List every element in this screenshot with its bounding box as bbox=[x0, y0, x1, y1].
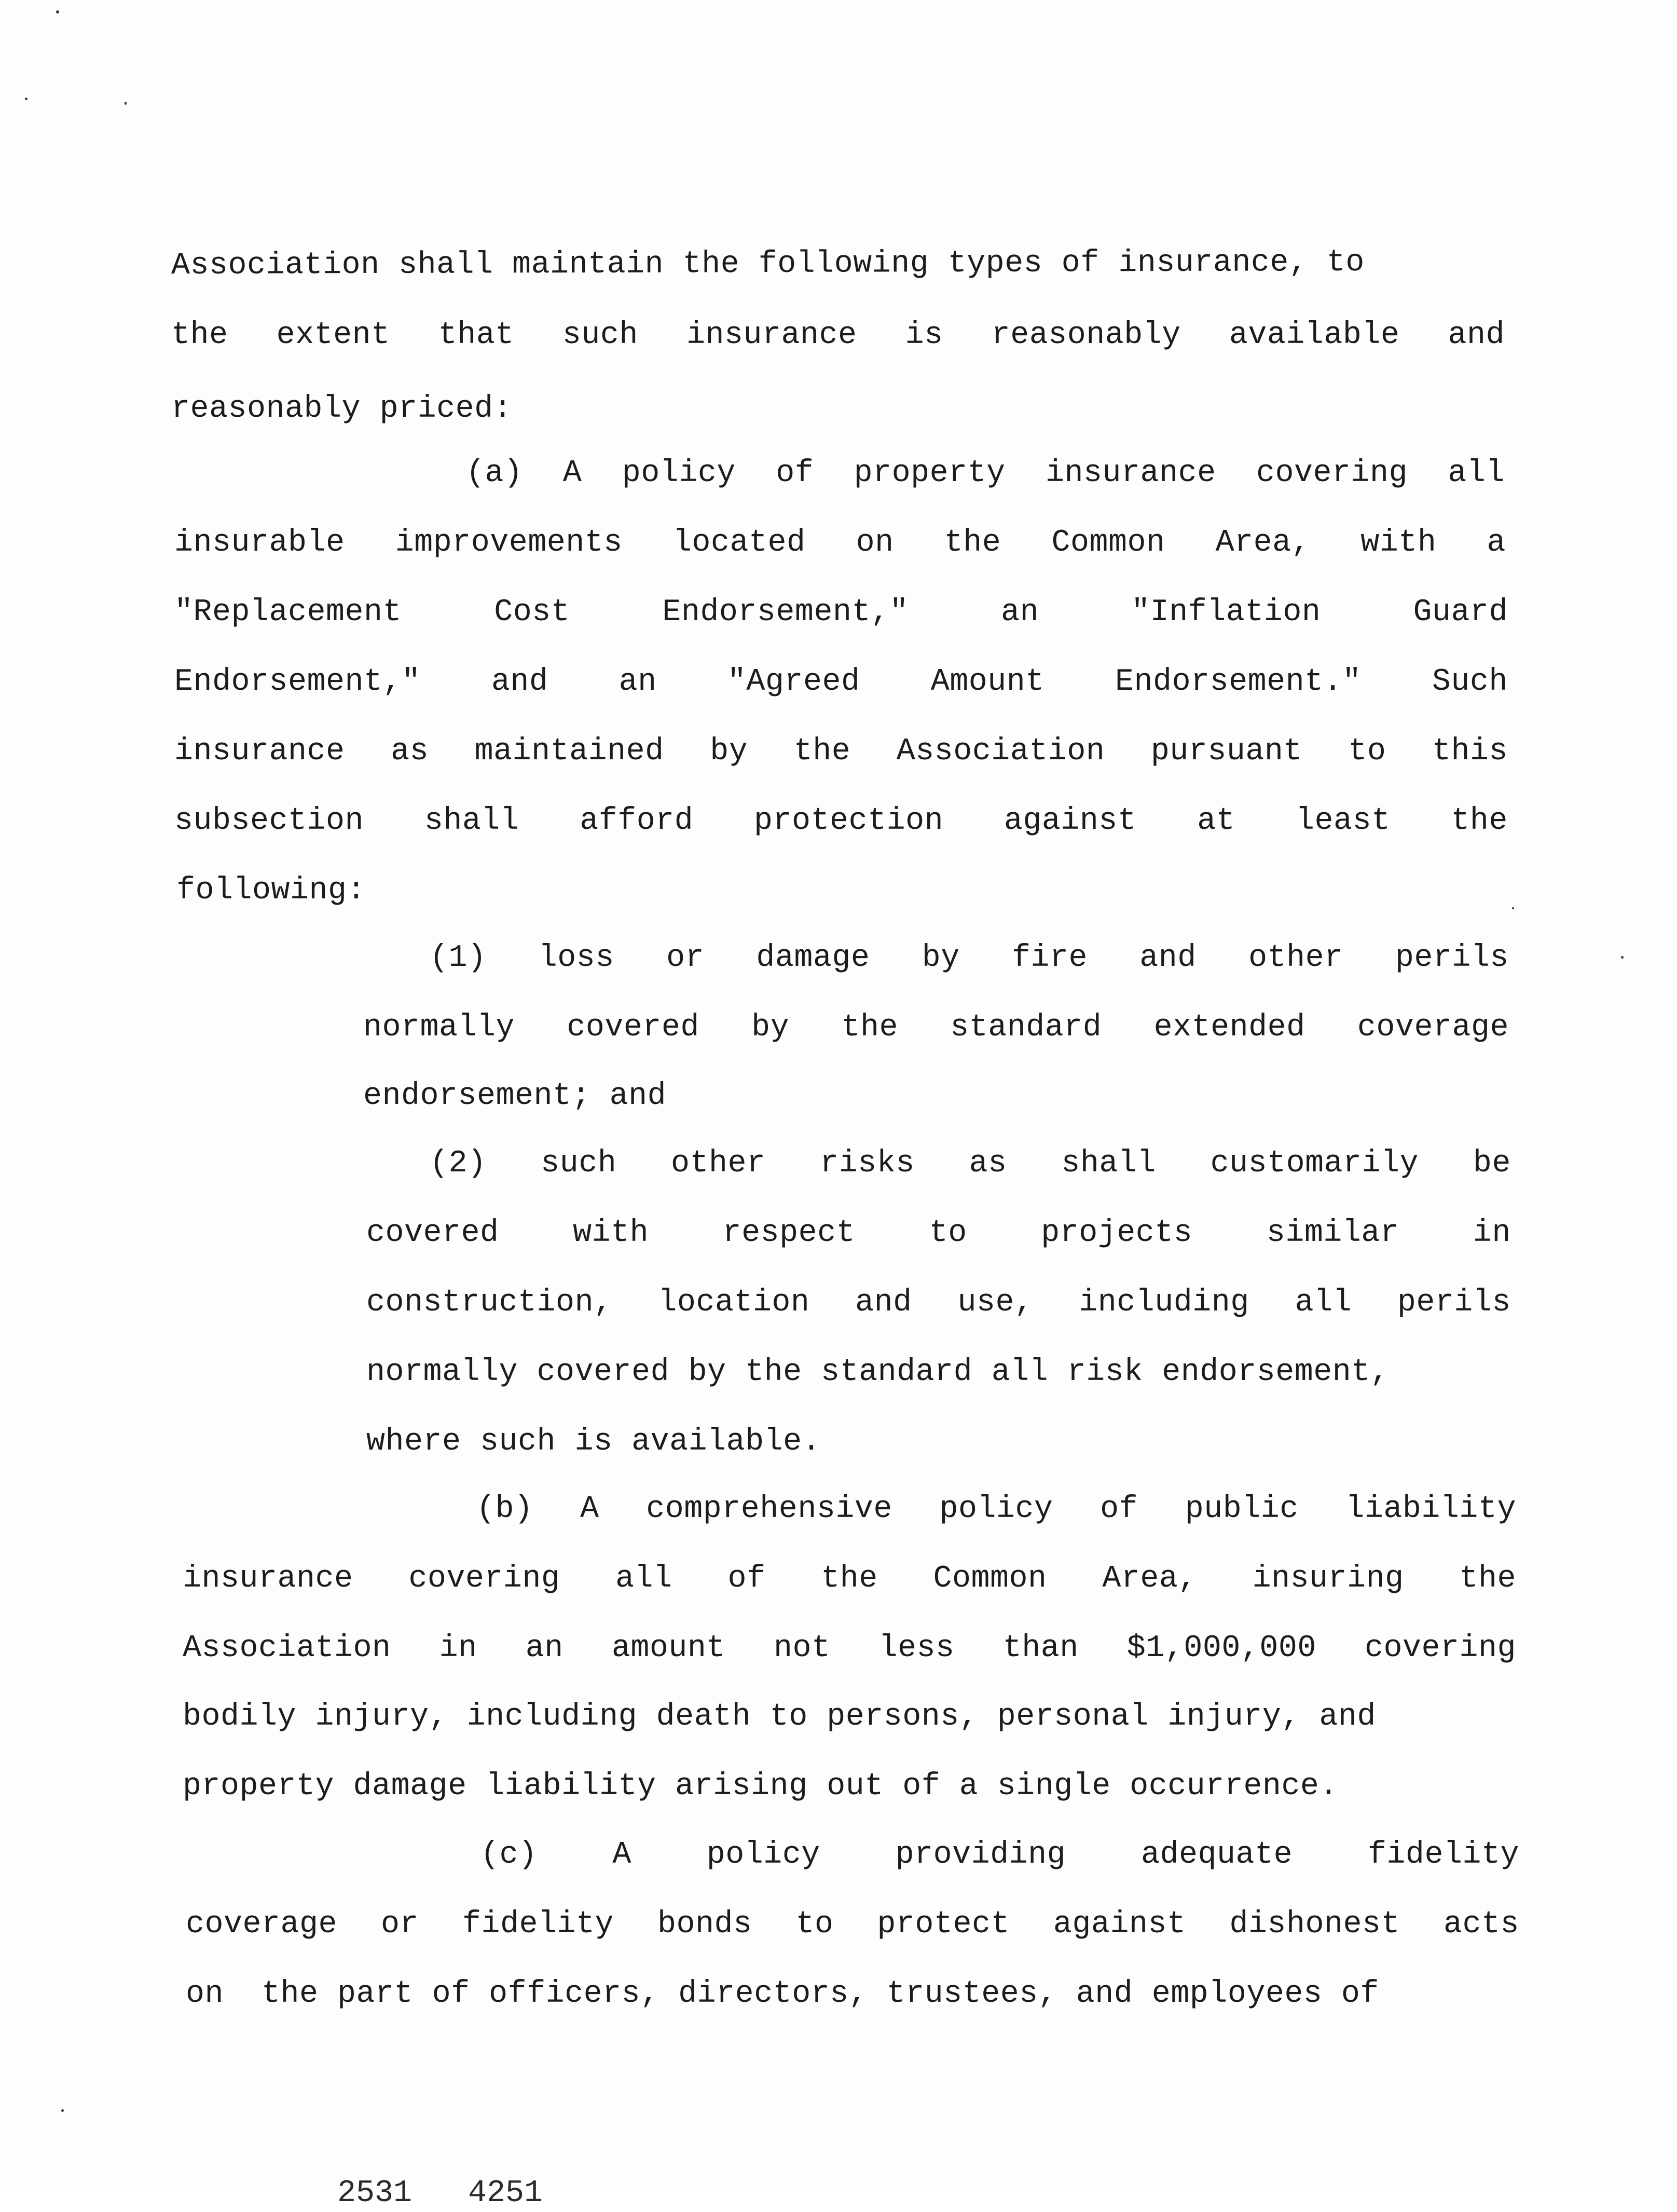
sub-2-line-2 bbox=[366, 1214, 1511, 1252]
sub-1-line-2 bbox=[363, 1009, 1509, 1046]
scan-speck bbox=[25, 98, 28, 100]
word: policy bbox=[939, 1492, 1053, 1527]
word: protection bbox=[754, 803, 944, 839]
sub-2-line-1 bbox=[430, 1145, 1511, 1182]
word: a bbox=[1487, 525, 1506, 561]
word: public bbox=[1185, 1492, 1299, 1527]
sub-2-line-3 bbox=[366, 1284, 1511, 1321]
scan-speck bbox=[125, 102, 127, 105]
word: Area, bbox=[1102, 1561, 1197, 1596]
word: and bbox=[491, 664, 548, 700]
word: covered bbox=[567, 1010, 699, 1045]
word: Such bbox=[1432, 664, 1508, 700]
word: other bbox=[671, 1146, 766, 1181]
word: (1) bbox=[430, 940, 487, 976]
word: amount bbox=[611, 1631, 725, 1666]
word: at bbox=[1197, 803, 1235, 839]
word: $1,000,000 bbox=[1126, 1631, 1316, 1666]
item-b-line-5: property damage liability arising out of a single occurrence. bbox=[183, 1769, 1338, 1804]
word: dishonest bbox=[1229, 1907, 1400, 1942]
word: extent bbox=[276, 318, 390, 353]
word: customarily bbox=[1210, 1146, 1419, 1181]
word: Endorsement," bbox=[662, 595, 909, 630]
word: in bbox=[1473, 1216, 1511, 1251]
scan-speck bbox=[56, 10, 59, 13]
word: that bbox=[438, 318, 514, 353]
word: (a) bbox=[466, 456, 523, 491]
word: to bbox=[929, 1216, 967, 1251]
word: Guard bbox=[1413, 595, 1508, 630]
item-c-line-1 bbox=[480, 1836, 1519, 1874]
word: Cost bbox=[494, 595, 570, 630]
word: and bbox=[1139, 940, 1197, 976]
word: against bbox=[1053, 1907, 1186, 1942]
word: of bbox=[727, 1561, 766, 1596]
word: the bbox=[944, 525, 1001, 561]
word: damage bbox=[756, 940, 870, 976]
word: and bbox=[1448, 318, 1505, 353]
footer-page-mark: 2531 4251 bbox=[337, 2176, 543, 2211]
word: afford bbox=[580, 803, 694, 839]
word: risks bbox=[820, 1146, 915, 1181]
word: an bbox=[525, 1631, 563, 1666]
word: Association bbox=[896, 734, 1105, 769]
item-c-line-2 bbox=[186, 1906, 1519, 1943]
word: standard bbox=[950, 1010, 1102, 1045]
word: reasonably bbox=[991, 318, 1181, 353]
word: of bbox=[1100, 1492, 1138, 1527]
word: projects bbox=[1041, 1216, 1193, 1251]
word: Amount bbox=[930, 664, 1044, 700]
word: location bbox=[658, 1285, 810, 1320]
word: insuring bbox=[1252, 1561, 1404, 1596]
word: an bbox=[1001, 595, 1039, 630]
sub-2-line-4: normally covered by the standard all risk endorsement, bbox=[366, 1355, 1390, 1390]
item-b-line-4: bodily injury, including death to persons, personal injury, and bbox=[183, 1699, 1376, 1735]
word: of bbox=[776, 456, 814, 491]
sub-1-line-3: endorsement; and bbox=[363, 1078, 667, 1114]
intro-line-1: Association shall maintain the following types of insurance, to bbox=[171, 244, 1365, 283]
item-b-line-3 bbox=[183, 1630, 1516, 1667]
word: Endorsement," bbox=[174, 664, 421, 700]
word: Common bbox=[933, 1561, 1047, 1596]
word: by bbox=[751, 1010, 790, 1045]
word: shall bbox=[424, 803, 519, 839]
intro-line-2 bbox=[171, 317, 1505, 354]
word: or bbox=[381, 1907, 419, 1942]
word: to bbox=[795, 1907, 834, 1942]
word: insurance bbox=[686, 318, 857, 353]
word: subsection bbox=[174, 803, 364, 839]
word: liability bbox=[1345, 1492, 1516, 1527]
word: insurable bbox=[174, 525, 345, 561]
word: coverage bbox=[186, 1907, 338, 1942]
word: be bbox=[1473, 1146, 1511, 1181]
item-a-line-5 bbox=[174, 733, 1508, 770]
word: fire bbox=[1011, 940, 1088, 976]
word: the bbox=[1451, 803, 1508, 839]
word: extended bbox=[1153, 1010, 1305, 1045]
word: the bbox=[1459, 1561, 1516, 1596]
word: "Inflation bbox=[1131, 595, 1321, 630]
word: Association bbox=[183, 1631, 391, 1666]
word: all bbox=[1448, 456, 1505, 491]
word: maintained bbox=[474, 734, 664, 769]
word: not bbox=[773, 1631, 831, 1666]
word: (b) bbox=[476, 1492, 533, 1527]
word: similar bbox=[1266, 1216, 1399, 1251]
word: fidelity bbox=[1367, 1837, 1519, 1873]
word: covered bbox=[366, 1216, 499, 1251]
word: the bbox=[793, 734, 851, 769]
word: such bbox=[562, 318, 638, 353]
word: construction, bbox=[366, 1285, 613, 1320]
word: use, bbox=[957, 1285, 1034, 1320]
word: Endorsement." bbox=[1115, 664, 1362, 700]
word: providing bbox=[895, 1837, 1066, 1873]
word: A bbox=[612, 1837, 631, 1873]
word: covering bbox=[1364, 1631, 1516, 1666]
item-a-line-4 bbox=[174, 663, 1508, 701]
word: insurance bbox=[183, 1561, 353, 1596]
word: is bbox=[905, 318, 943, 353]
word: (2) bbox=[430, 1146, 487, 1181]
word: least bbox=[1296, 803, 1391, 839]
word: by bbox=[710, 734, 748, 769]
word: as bbox=[391, 734, 429, 769]
word: bonds bbox=[657, 1907, 752, 1942]
word: property bbox=[854, 456, 1006, 491]
word: all bbox=[615, 1561, 672, 1596]
word: all bbox=[1295, 1285, 1352, 1320]
word: as bbox=[969, 1146, 1007, 1181]
word: covering bbox=[408, 1561, 560, 1596]
word: to bbox=[1348, 734, 1386, 769]
word: perils bbox=[1397, 1285, 1511, 1320]
word: available bbox=[1229, 318, 1400, 353]
word: the bbox=[171, 318, 228, 353]
sub-1-line-1 bbox=[430, 939, 1509, 977]
word: A bbox=[562, 456, 582, 491]
word: by bbox=[922, 940, 960, 976]
word: policy bbox=[706, 1837, 820, 1873]
word: shall bbox=[1061, 1146, 1156, 1181]
item-a-line-1 bbox=[466, 455, 1505, 492]
word: improvements bbox=[395, 525, 623, 561]
word: adequate bbox=[1141, 1837, 1293, 1873]
word: with bbox=[1360, 525, 1437, 561]
word: "Agreed bbox=[727, 664, 860, 700]
word: protect bbox=[877, 1907, 1010, 1942]
item-a-line-7: following: bbox=[176, 873, 366, 908]
sub-2-line-5: where such is available. bbox=[366, 1424, 821, 1459]
word: policy bbox=[622, 456, 736, 491]
scan-speck bbox=[1512, 907, 1514, 909]
word: against bbox=[1004, 803, 1137, 839]
word: loss bbox=[538, 940, 614, 976]
word: coverage bbox=[1357, 1010, 1509, 1045]
word: perils bbox=[1395, 940, 1509, 976]
item-c-line-3: on the part of officers, directors, trustees, and employees of bbox=[186, 1976, 1379, 2012]
item-a-line-3 bbox=[174, 594, 1508, 631]
item-a-line-6 bbox=[174, 802, 1508, 840]
word: less bbox=[878, 1631, 955, 1666]
word: the bbox=[841, 1010, 898, 1045]
word: covering bbox=[1256, 456, 1408, 491]
word: insurance bbox=[1046, 456, 1216, 491]
word: or bbox=[666, 940, 705, 976]
scan-speck bbox=[61, 2109, 64, 2112]
word: such bbox=[541, 1146, 617, 1181]
word: normally bbox=[363, 1010, 515, 1045]
scan-speck bbox=[1621, 956, 1624, 959]
word: respect bbox=[722, 1216, 856, 1251]
word: fidelity bbox=[462, 1907, 614, 1942]
word: with bbox=[573, 1216, 649, 1251]
word: an bbox=[618, 664, 657, 700]
word: other bbox=[1248, 940, 1343, 976]
word: Common bbox=[1051, 525, 1165, 561]
word: acts bbox=[1443, 1907, 1519, 1942]
word: (c) bbox=[480, 1837, 538, 1873]
item-a-line-2 bbox=[174, 524, 1506, 562]
word: "Replacement bbox=[174, 595, 402, 630]
word: including bbox=[1079, 1285, 1249, 1320]
word: pursuant bbox=[1150, 734, 1302, 769]
word: and bbox=[855, 1285, 912, 1320]
item-b-line-1 bbox=[476, 1491, 1516, 1528]
word: this bbox=[1432, 734, 1508, 769]
word: A bbox=[580, 1492, 599, 1527]
word: insurance bbox=[174, 734, 345, 769]
word: on bbox=[856, 525, 894, 561]
word: comprehensive bbox=[646, 1492, 892, 1527]
intro-line-3: reasonably priced: bbox=[171, 391, 513, 427]
item-b-line-2 bbox=[183, 1560, 1516, 1597]
word: in bbox=[439, 1631, 477, 1666]
word: located bbox=[672, 525, 806, 561]
word: the bbox=[821, 1561, 878, 1596]
word: Area, bbox=[1215, 525, 1311, 561]
word: than bbox=[1002, 1631, 1079, 1666]
